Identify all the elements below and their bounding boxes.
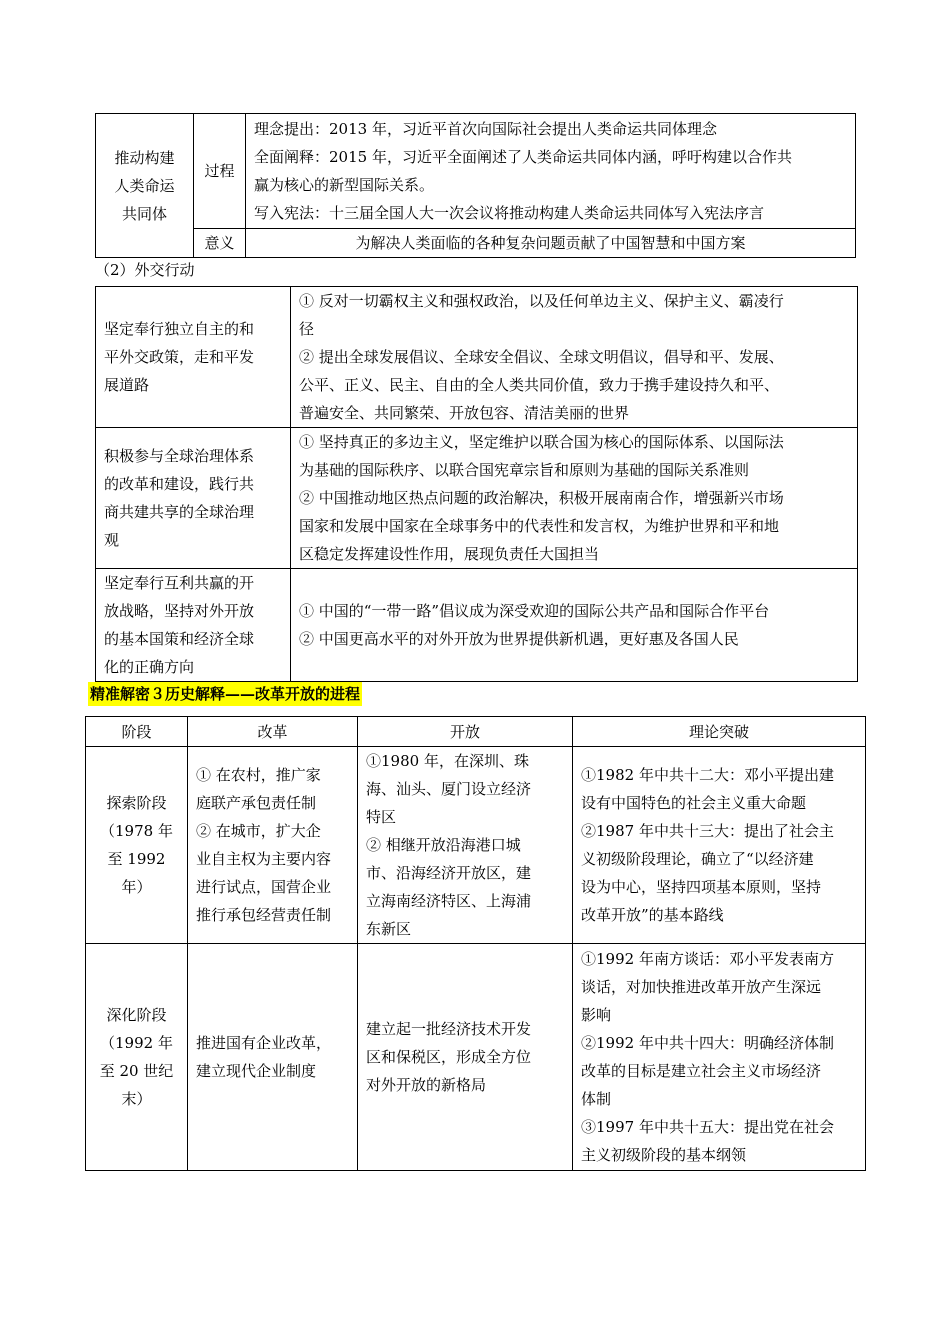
reform-line: ② 在城市，扩大企 bbox=[196, 822, 321, 840]
stage-line: 至 20 世纪 bbox=[99, 1062, 174, 1080]
content-line: 普遍安全、共同繁荣、开放包容、清洁美丽的世界 bbox=[299, 404, 630, 422]
section-heading-diplomacy: （2）外交行动 bbox=[95, 261, 195, 279]
label-line: 共同体 bbox=[121, 204, 167, 223]
theory-line: ①1992 年南方谈话：邓小平发表南方 bbox=[581, 950, 834, 968]
stage-line: （1978 年 bbox=[100, 822, 173, 840]
content-line: 为基础的国际秩序、以联合国宪章宗旨和原则为基础的国际关系准则 bbox=[299, 461, 750, 479]
reform-line: 推行承包经营责任制 bbox=[196, 906, 332, 924]
table-header-row bbox=[86, 717, 866, 747]
reform-table bbox=[85, 716, 866, 1171]
diplomacy-content bbox=[291, 287, 858, 428]
open-line: ①1980 年，在深圳、珠 bbox=[366, 752, 529, 770]
process-line: 写入宪法：十三届全国人大一次会议将推动构建人类命运共同体写入宪法序言 bbox=[254, 204, 765, 222]
table-row bbox=[96, 428, 858, 569]
stage-line: 深化阶段 bbox=[106, 1006, 167, 1024]
stage-line: 年） bbox=[121, 878, 152, 896]
content-line: ① 反对一切霸权主义和强权政治，以及任何单边主义、保护主义、霸凌行 bbox=[299, 292, 784, 310]
label-line: 平外交政策，走和平发 bbox=[104, 348, 255, 366]
reform-line: 业自主权为主要内容 bbox=[196, 850, 332, 868]
diplomacy-content bbox=[291, 428, 858, 569]
column-header: 开放 bbox=[358, 717, 573, 747]
meaning-content: 为解决人类面临的各种复杂问题贡献了中国智慧和中国方案 bbox=[246, 229, 856, 258]
content-line: ② 中国推动地区热点问题的政治解决，积极开展南南合作，增强新兴市场 bbox=[299, 489, 784, 507]
theory-line: 设为中心，坚持四项基本原则，坚持 bbox=[581, 878, 822, 896]
theory-line: ①1982 年中共十二大：邓小平提出建 bbox=[581, 766, 834, 784]
open-line: 东新区 bbox=[366, 920, 412, 938]
content-line: 区稳定发挥建设性作用，展现负责任大国担当 bbox=[299, 545, 600, 563]
table-row bbox=[96, 287, 858, 428]
table-row bbox=[86, 944, 866, 1171]
label-line: 积极参与全球治理体系 bbox=[104, 447, 255, 465]
table-row bbox=[96, 569, 858, 682]
reform-cell bbox=[188, 944, 358, 1171]
stage-line: 至 1992 bbox=[107, 850, 166, 868]
theory-line: 影响 bbox=[581, 1006, 612, 1024]
open-cell bbox=[358, 747, 573, 944]
theory-cell bbox=[573, 747, 866, 944]
process-line: 全面阐释：2015 年，习近平全面阐述了人类命运共同体内涵，呼吁构建以合作共 bbox=[254, 148, 792, 166]
theory-line: 改革的目标是建立社会主义市场经济 bbox=[581, 1062, 822, 1080]
process-line: 理念提出：2013 年，习近平首次向国际社会提出人类命运共同体理念 bbox=[254, 120, 717, 138]
stage-cell bbox=[86, 747, 188, 944]
section-heading-reform: 精准解密３历史解释——改革开放的进程 bbox=[88, 682, 362, 706]
theory-line: 改革开放”的基本路线 bbox=[581, 906, 724, 924]
reform-line: 建立现代企业制度 bbox=[196, 1062, 317, 1080]
open-line: 区和保税区，形成全方位 bbox=[366, 1048, 532, 1066]
theory-line: 义初级阶段理论，确立了“以经济建 bbox=[581, 850, 814, 868]
open-line: 海、汕头、厦门设立经济 bbox=[366, 780, 532, 798]
theory-line: ②1992 年中共十四大：明确经济体制 bbox=[581, 1034, 834, 1052]
label-line: 化的正确方向 bbox=[104, 658, 195, 676]
meaning-label: 意义 bbox=[194, 229, 246, 258]
reform-line: 推进国有企业改革， bbox=[196, 1034, 332, 1052]
content-line: ① 坚持真正的多边主义，坚定维护以联合国为核心的国际体系、以国际法 bbox=[299, 433, 784, 451]
label-line: 的基本国策和经济全球 bbox=[104, 630, 255, 648]
theory-line: 谈话，对加快推进改革开放产生深远 bbox=[581, 978, 822, 996]
column-header: 改革 bbox=[188, 717, 358, 747]
diplomacy-label bbox=[96, 287, 291, 428]
community-label bbox=[96, 114, 194, 258]
reform-line: 进行试点，国营企业 bbox=[196, 878, 332, 896]
table-row bbox=[86, 747, 866, 944]
diplomacy-content bbox=[291, 569, 858, 682]
open-line: 市、沿海经济开放区，建 bbox=[366, 864, 532, 882]
content-line: 国家和发展中国家在全球事务中的代表性和发言权，为维护世界和平和地 bbox=[299, 517, 780, 535]
label-line: 的改革和建设，践行共 bbox=[104, 475, 255, 493]
process-content bbox=[246, 114, 856, 229]
label-line: 坚定奉行独立自主的和 bbox=[104, 320, 255, 338]
stage-line: 末） bbox=[121, 1090, 152, 1108]
stage-line: （1992 年 bbox=[100, 1034, 173, 1052]
theory-line: 体制 bbox=[581, 1090, 612, 1108]
theory-line: 设有中国特色的社会主义重大命题 bbox=[581, 794, 807, 812]
reform-cell bbox=[188, 747, 358, 944]
diplomacy-label bbox=[96, 569, 291, 682]
open-cell bbox=[358, 944, 573, 1171]
content-line: ② 提出全球发展倡议、全球安全倡议、全球文明倡议，倡导和平、发展、 bbox=[299, 348, 784, 366]
label-line: 观 bbox=[104, 531, 120, 549]
label-line: 坚定奉行互利共赢的开 bbox=[104, 574, 255, 592]
label-line: 商共建共享的全球治理 bbox=[104, 503, 255, 521]
content-line: 公平、正义、民主、自由的全人类共同价值，致力于携手建设持久和平、 bbox=[299, 376, 780, 394]
process-label: 过程 bbox=[194, 114, 246, 229]
stage-line: 探索阶段 bbox=[106, 794, 167, 812]
content-line: ② 中国更高水平的对外开放为世界提供新机遇，更好惠及各国人民 bbox=[299, 630, 739, 648]
open-line: 立海南经济特区、上海浦 bbox=[366, 892, 532, 910]
label-line: 展道路 bbox=[104, 376, 150, 394]
open-line: 建立起一批经济技术开发 bbox=[366, 1020, 532, 1038]
theory-line: ③1997 年中共十五大：提出党在社会 bbox=[581, 1118, 834, 1136]
process-line: 赢为核心的新型国际关系。 bbox=[254, 176, 435, 194]
community-table bbox=[95, 113, 856, 258]
label-line: 推动构建 bbox=[114, 148, 175, 167]
label-line: 人类命运 bbox=[114, 176, 175, 195]
open-line: 特区 bbox=[366, 808, 397, 826]
stage-cell bbox=[86, 944, 188, 1171]
open-line: 对外开放的新格局 bbox=[366, 1076, 487, 1094]
diplomacy-table bbox=[95, 286, 858, 682]
reform-line: ① 在农村，推广家 bbox=[196, 766, 321, 784]
theory-cell bbox=[573, 944, 866, 1171]
column-header: 理论突破 bbox=[573, 717, 866, 747]
diplomacy-label bbox=[96, 428, 291, 569]
label-line: 放战略，坚持对外开放 bbox=[104, 602, 255, 620]
theory-line: 主义初级阶段的基本纲领 bbox=[581, 1146, 747, 1164]
open-line: ② 相继开放沿海港口城 bbox=[366, 836, 521, 854]
content-line: 径 bbox=[299, 320, 315, 338]
column-header: 阶段 bbox=[86, 717, 188, 747]
theory-line: ②1987 年中共十三大：提出了社会主 bbox=[581, 822, 834, 840]
reform-line: 庭联产承包责任制 bbox=[196, 794, 317, 812]
content-line: ① 中国的“一带一路”倡议成为深受欢迎的国际公共产品和国际合作平台 bbox=[299, 602, 770, 620]
